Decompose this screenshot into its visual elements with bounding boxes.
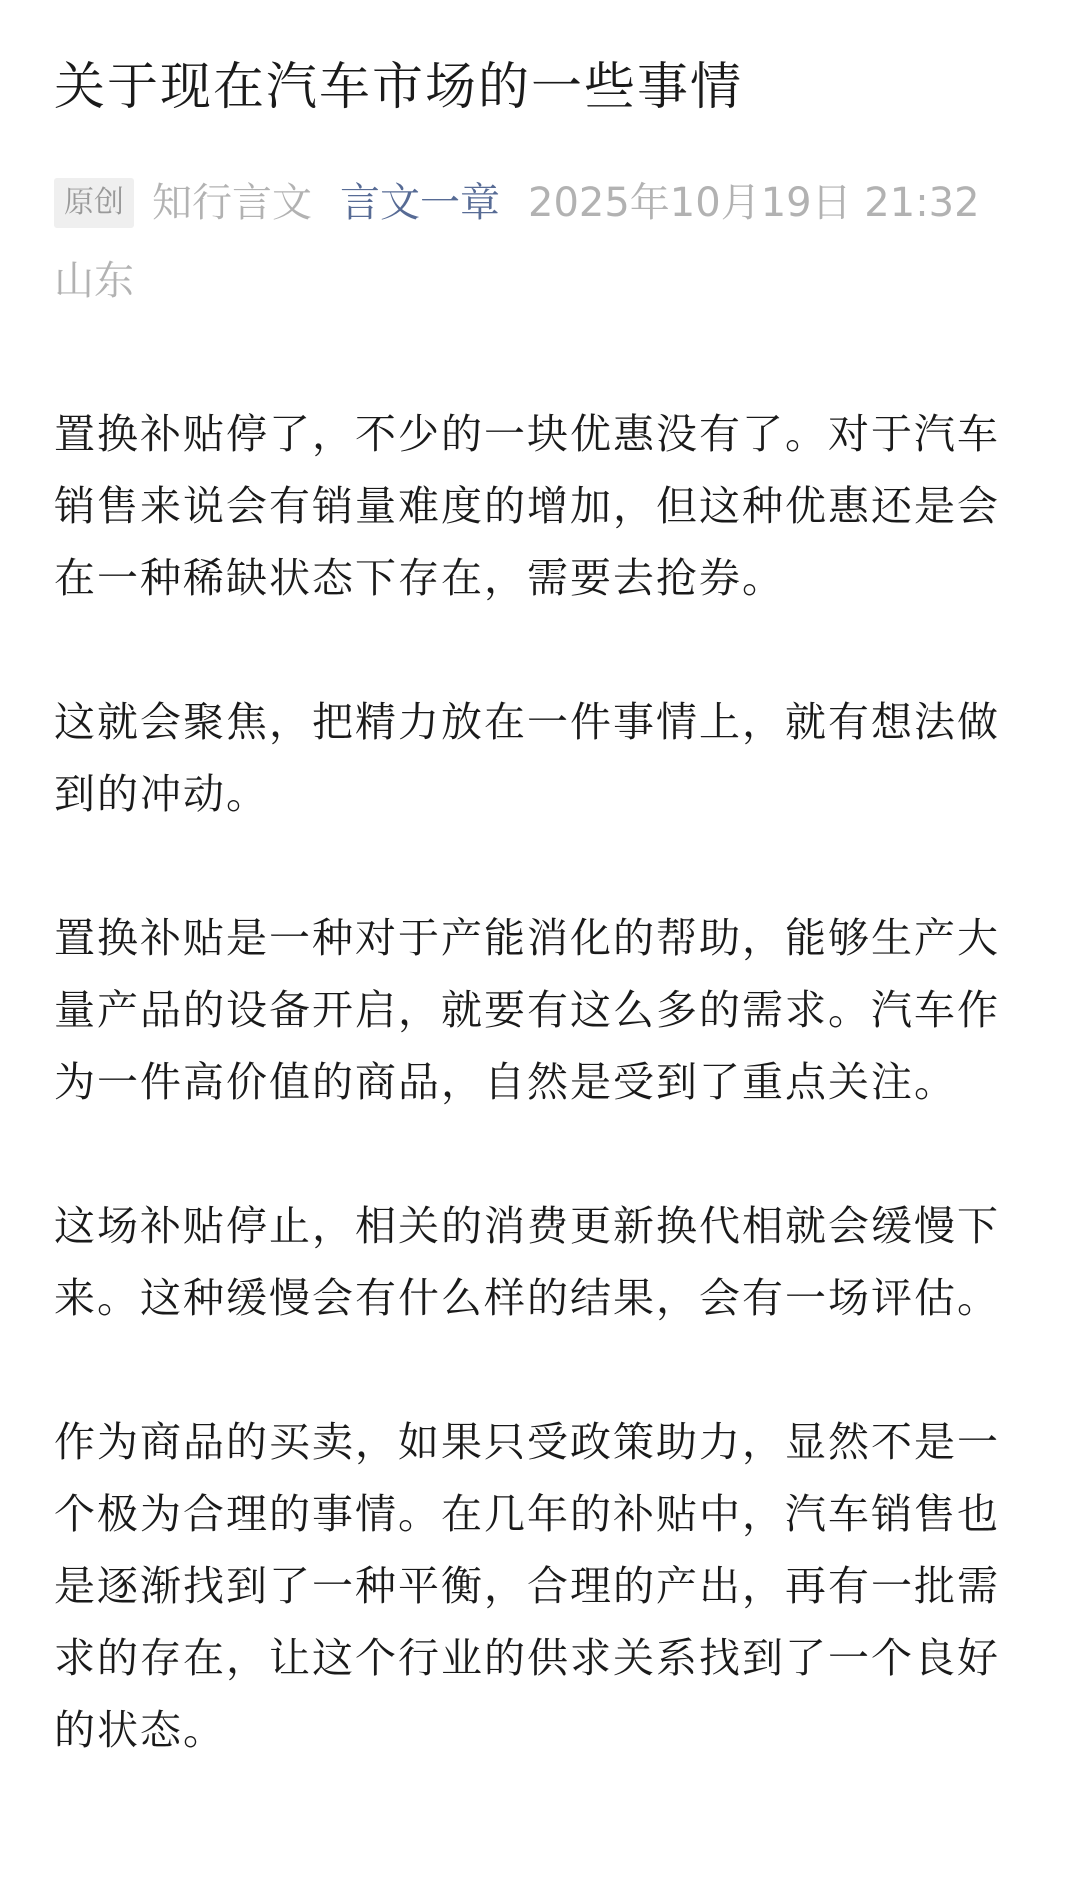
article-meta — [54, 164, 1026, 320]
publish-date: 2025年10月19日 21:32 — [528, 180, 980, 226]
account-name-link[interactable]: 言文一章 — [340, 180, 500, 226]
paragraph: 这场补贴停止，相关的消费更新换代相就会缓慢下来。这种缓慢会有什么样的结果，会有一场评估。 — [54, 1202, 1000, 1322]
article — [54, 0, 1026, 1838]
article-body — [54, 398, 1026, 1766]
author-name: 知行言文 — [152, 180, 312, 226]
paragraph: 这就会聚焦，把精力放在一件事情上，就有想法做到的冲动。 — [54, 698, 1000, 818]
article-title: 关于现在汽车市场的一些事情 — [54, 58, 744, 117]
paragraph: 置换补贴是一种对于产能消化的帮助，能够生产大量产品的设备开启，就要有这么多的需求。汽车作为一件高价值的商品，自然是受到了重点关注。 — [54, 914, 1000, 1106]
publish-location: 山东 — [54, 258, 134, 304]
paragraph: 作为商品的买卖，如果只受政策助力，显然不是一个极为合理的事情。在几年的补贴中，汽车销售也是逐渐找到了一种平衡，合理的产出，再有一批需求的存在，让这个行业的供求关系找到了一个良好的状态。 — [54, 1418, 1000, 1754]
original-badge: 原创 — [54, 178, 134, 228]
paragraph: 置换补贴停了，不少的一块优惠没有了。对于汽车销售来说会有销量难度的增加，但这种优惠还是会在一种稀缺状态下存在，需要去抢券。 — [54, 410, 1000, 602]
